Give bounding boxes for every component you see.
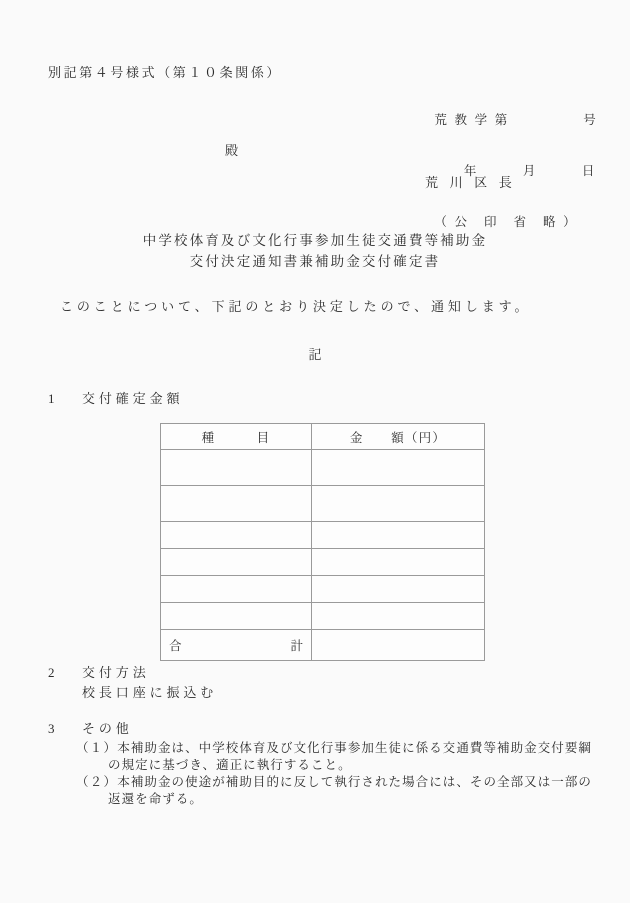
- official-seal-omitted-line: （ 公 印 省 略 ）: [434, 215, 578, 229]
- document-title-line-2: 交付決定通知書兼補助金交付確定書: [189, 254, 441, 269]
- section-3-item-2-text: 本補助金の使途が補助目的に反して執行された場合には、その全部又は一部の: [117, 775, 592, 789]
- table-row[interactable]: [161, 450, 485, 486]
- table-row[interactable]: [161, 549, 485, 576]
- cell-amount[interactable]: [312, 522, 485, 549]
- lead-sentence: このことについて、下記のとおり決定したので、通知します。: [60, 299, 532, 314]
- grant-amount-table: [160, 423, 485, 661]
- document-title-line-1: 中学校体育及び文化行事参加生徒交通費等補助金: [142, 233, 488, 248]
- cell-item[interactable]: [161, 450, 312, 486]
- table-row[interactable]: [161, 522, 485, 549]
- section-3-item-1-label: （１）: [76, 741, 118, 755]
- section-3-number: 3: [48, 721, 55, 736]
- form-code: 別記第４号様式（第１０条関係）: [48, 65, 283, 80]
- section-3-item-2-line-1: [76, 772, 592, 790]
- issuer-name: 荒 川 区 長: [425, 175, 516, 190]
- document-number-line: 荒 教 学 第 号: [434, 113, 598, 127]
- section-3-title: その他: [82, 721, 133, 736]
- table-row[interactable]: [161, 486, 485, 522]
- document-title: [0, 230, 630, 272]
- table-row[interactable]: [161, 576, 485, 603]
- cell-item[interactable]: [161, 549, 312, 576]
- table-total-row[interactable]: [161, 630, 485, 661]
- cell-total-label: [161, 630, 312, 661]
- section-2-number: 2: [48, 665, 55, 680]
- table-row[interactable]: [161, 603, 485, 630]
- ki-marker: 記: [308, 347, 322, 362]
- section-3-heading: [48, 718, 133, 737]
- section-3-item-2-label: （２）: [76, 775, 118, 789]
- table-header-amount: 金 額（円）: [312, 424, 485, 450]
- section-2-body: 校長口座に振込む: [82, 685, 218, 700]
- total-label-right: 計: [290, 639, 303, 653]
- section-3-item-1-line-1: [76, 738, 592, 756]
- cell-amount[interactable]: [312, 603, 485, 630]
- cell-amount[interactable]: [312, 576, 485, 603]
- cell-item[interactable]: [161, 576, 312, 603]
- section-2-title: 交付方法: [82, 665, 150, 680]
- cell-total-amount[interactable]: [312, 630, 485, 661]
- table-header-row: [161, 424, 485, 450]
- section-1-number: 1: [48, 391, 55, 406]
- cell-item[interactable]: [161, 486, 312, 522]
- table-header-item: 種 目: [161, 424, 312, 450]
- table-head: [161, 424, 485, 450]
- document-date-line: 年 月 日: [434, 164, 597, 178]
- total-label-left: 合: [169, 639, 182, 653]
- addressee-honorific: 殿: [225, 143, 242, 158]
- cell-item[interactable]: [161, 603, 312, 630]
- cell-amount[interactable]: [312, 450, 485, 486]
- cell-item[interactable]: [161, 522, 312, 549]
- cell-amount[interactable]: [312, 486, 485, 522]
- cell-amount[interactable]: [312, 549, 485, 576]
- section-3-item-2-line-2: 返還を命ずる。: [108, 792, 203, 806]
- section-1-heading: [48, 388, 183, 407]
- section-1-title: 交付確定金額: [82, 391, 184, 406]
- section-3-item-1-line-2: の規定に基づき、適正に執行すること。: [108, 758, 352, 772]
- section-3-item-1-text: 本補助金は、中学校体育及び文化行事参加生徒に係る交通費等補助金交付要綱: [117, 741, 592, 755]
- section-2-heading: [48, 662, 150, 681]
- table-body: [161, 450, 485, 661]
